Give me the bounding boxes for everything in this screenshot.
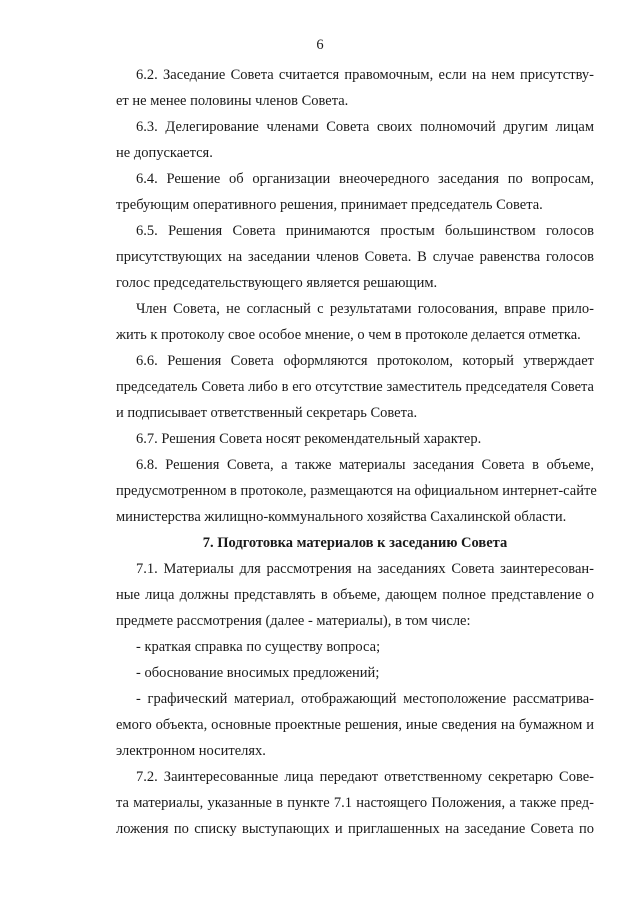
paragraph xyxy=(116,62,594,114)
paragraph xyxy=(116,166,594,218)
paragraph-line: емого объекта, основные проектные решения, иные сведения на бумажном и xyxy=(116,717,594,733)
paragraph xyxy=(116,764,594,842)
paragraph-line: 6.7. Решения Совета носят рекомендательный характер. xyxy=(136,431,482,447)
section-heading: 7. Подготовка материалов к заседанию Совета xyxy=(202,535,508,551)
page-number: 6 xyxy=(316,37,324,53)
paragraph-line: ные лица должны представлять в объеме, дающем полное представление о xyxy=(116,587,594,603)
paragraph xyxy=(116,452,597,530)
paragraph-line: не допускается. xyxy=(116,145,213,161)
paragraph-line: 6.8. Решения Совета, а также материалы заседания Совета в объеме, xyxy=(136,457,594,473)
paragraph xyxy=(116,686,594,764)
paragraph-line: жить к протоколу свое особое мнение, о чем в протоколе делается отметка. xyxy=(116,327,581,343)
paragraph xyxy=(116,426,594,452)
paragraph-line: голос председательствующего является решающим. xyxy=(116,275,438,291)
paragraph xyxy=(116,218,594,296)
paragraph-line: - обоснование вносимых предложений; xyxy=(136,665,380,681)
paragraph-line: предмете рассмотрения (далее - материалы), в том числе: xyxy=(116,613,471,629)
paragraph xyxy=(116,348,594,426)
paragraph-line: требующим оперативного решения, принимает председатель Совета. xyxy=(116,197,543,213)
paragraph xyxy=(116,556,594,634)
paragraph-line: 6.2. Заседание Совета считается правомочным, если на нем присутству- xyxy=(136,67,594,83)
paragraph xyxy=(116,660,594,686)
paragraph-line: та материалы, указанные в пункте 7.1 настоящего Положения, а также пред- xyxy=(116,795,594,811)
document-body xyxy=(116,62,597,842)
paragraph-line: электронном носителях. xyxy=(116,743,266,759)
paragraph-line: 6.4. Решение об организации внеочередного заседания по вопросам, xyxy=(136,171,594,187)
paragraph-line: 6.5. Решения Совета принимаются простым большинством голосов xyxy=(136,223,594,239)
paragraph-line: и подписывает ответственный секретарь Совета. xyxy=(116,405,418,421)
paragraph xyxy=(116,296,594,348)
paragraph-line: министерства жилищно-коммунального хозяйства Сахалинской области. xyxy=(116,509,567,525)
paragraph-line: предусмотренном в протоколе, размещаются на официальном интернет-сайте xyxy=(116,483,597,499)
paragraph-line: присутствующих на заседании членов Совета. В случае равенства голосов xyxy=(116,249,594,265)
paragraph-line: председатель Совета либо в его отсутствие заместитель председателя Совета xyxy=(116,379,594,395)
paragraph-line: ложения по списку выступающих и приглашенных на заседание Совета по xyxy=(116,821,594,837)
paragraph-line: 6.6. Решения Совета оформляются протоколом, который утверждает xyxy=(136,353,594,369)
paragraph-line: 7.1. Материалы для рассмотрения на заседаниях Совета заинтересован- xyxy=(136,561,594,577)
paragraph-line: 7.2. Заинтересованные лица передают ответственному секретарю Сове- xyxy=(136,769,594,785)
paragraph-line: 6.3. Делегирование членами Совета своих полномочий другим лицам xyxy=(136,119,594,135)
paragraph xyxy=(116,634,594,660)
paragraph-line: - краткая справка по существу вопроса; xyxy=(136,639,381,655)
paragraph xyxy=(116,114,594,166)
paragraph-line: ет не менее половины членов Совета. xyxy=(116,93,349,109)
paragraph-line: Член Совета, не согласный с результатами голосования, вправе прило- xyxy=(136,301,594,317)
paragraph-line: - графический материал, отображающий местоположение рассматрива- xyxy=(136,691,594,707)
